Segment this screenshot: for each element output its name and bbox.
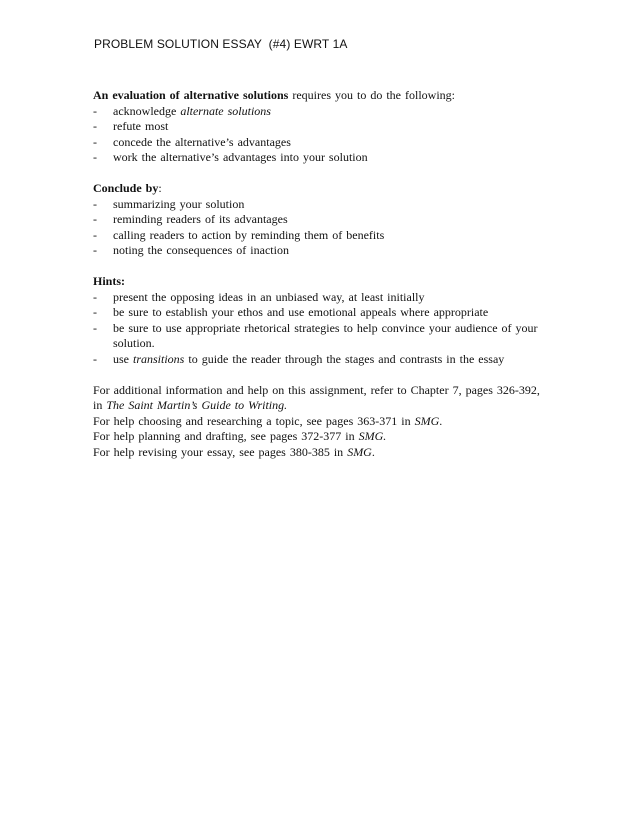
- reference-line-chapter: [93, 383, 553, 414]
- list-item: [93, 104, 553, 120]
- evaluation-heading-rest: requires you to do the following:: [288, 88, 455, 102]
- document-body: [93, 88, 553, 460]
- list-item-italic: alternate solutions: [180, 103, 271, 118]
- list-item-text: refute most: [113, 119, 169, 133]
- bullet-dash: -: [93, 227, 97, 242]
- reference-line-revising: [93, 445, 553, 461]
- book-abbrev: SMG: [414, 413, 440, 428]
- conclude-heading-bold: Conclude by: [93, 181, 159, 195]
- bullet-dash: -: [93, 305, 97, 319]
- list-item-text: use: [113, 351, 133, 366]
- evaluation-heading-bold: An evaluation of alternative solutions: [93, 88, 289, 102]
- conclude-section: [93, 181, 553, 259]
- list-item-text: work the alternative’s advantages into your solution: [113, 150, 368, 164]
- list-item: [93, 150, 553, 166]
- bullet-dash: -: [93, 212, 97, 226]
- list-item: [93, 243, 553, 259]
- book-abbrev: SMG.: [358, 429, 387, 443]
- list-item-text: to guide the reader through the stages and contrasts in the essay: [184, 351, 505, 366]
- conclude-list: [93, 197, 553, 259]
- bullet-dash: -: [93, 103, 97, 118]
- list-item: [93, 119, 553, 135]
- list-item-text: be sure to establish your ethos and use emotional appeals where appropriate: [113, 305, 489, 319]
- bullet-dash: -: [93, 351, 97, 366]
- bullet-dash: -: [93, 243, 97, 257]
- evaluation-heading: [93, 88, 553, 104]
- list-item: [93, 352, 553, 368]
- list-item: [93, 197, 553, 213]
- list-item: [93, 305, 553, 321]
- list-item: [93, 228, 553, 244]
- reference-text: For help planning and drafting, see pages 372-377 in: [93, 429, 359, 443]
- evaluation-list: [93, 104, 553, 166]
- references-paragraph: [93, 383, 553, 461]
- reference-text: For additional information and help on this assignment, refer to Chapter 7, pages 326-392, in: [93, 382, 540, 412]
- bullet-dash: -: [93, 134, 97, 149]
- hints-list: [93, 290, 553, 368]
- list-item-text: concede the alternative’s advantages: [113, 134, 291, 149]
- reference-line-planning: [93, 429, 553, 445]
- list-item: [93, 212, 553, 228]
- conclude-heading: [93, 181, 553, 197]
- book-title: The Saint Martin’s Guide to Writing.: [106, 398, 288, 412]
- book-abbrev: SMG: [347, 444, 372, 459]
- page-header: PROBLEM SOLUTION ESSAY (#4) EWRT 1A: [94, 37, 348, 51]
- hints-heading: [93, 274, 553, 290]
- bullet-dash: -: [93, 196, 97, 211]
- reference-text: For help choosing and researching a topic, see pages 363-371 in: [93, 413, 415, 428]
- list-item: [93, 290, 553, 306]
- list-item-text: noting the consequences of inaction: [113, 243, 289, 257]
- list-item-text: calling readers to action by reminding them of benefits: [113, 227, 385, 242]
- hints-heading-bold: Hints:: [93, 274, 126, 288]
- list-item-text: reminding readers of its advantages: [113, 212, 288, 226]
- reference-text: .: [371, 444, 375, 459]
- bullet-dash: -: [93, 320, 97, 335]
- reference-text: For help revising your essay, see pages 380-385 in: [93, 444, 348, 459]
- reference-text: .: [439, 413, 443, 428]
- list-item: [93, 321, 553, 352]
- reference-line-choosing: [93, 414, 553, 430]
- hints-section: [93, 274, 553, 367]
- evaluation-section: [93, 88, 553, 166]
- conclude-heading-rest: :: [158, 181, 162, 195]
- list-item-italic: transitions: [133, 351, 185, 366]
- list-item: [93, 135, 553, 151]
- bullet-dash: -: [93, 289, 97, 304]
- list-item-text: acknowledge: [113, 103, 181, 118]
- list-item-text: be sure to use appropriate rhetorical strategies to help convince your audience of your solution.: [113, 320, 538, 350]
- bullet-dash: -: [93, 150, 97, 164]
- list-item-text: present the opposing ideas in an unbiased way, at least initially: [113, 289, 425, 304]
- bullet-dash: -: [93, 119, 97, 133]
- list-item-text: summarizing your solution: [113, 196, 245, 211]
